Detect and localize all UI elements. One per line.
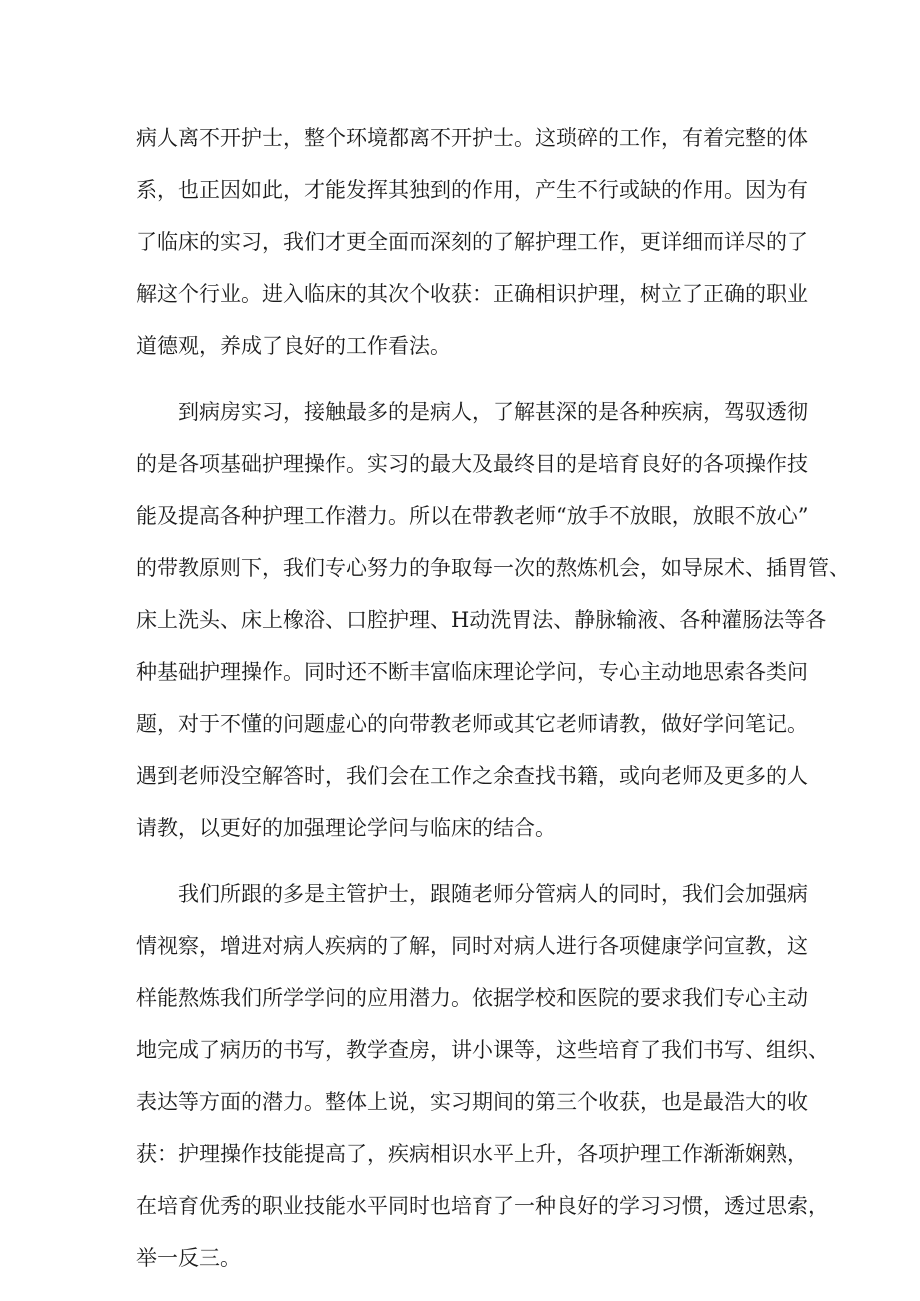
text-line: 了临床的实习，我们才更全面而深刻的了解护理工作，更详细而详尽的了 <box>136 230 808 254</box>
text-line: 情视察，增进对病人疾病的了解，同时对病人进行各项健康学问宣教，这 <box>136 934 808 958</box>
text-line: 床上洗头、床上橡浴、口腔护理、H动洗胃法、静脉输液、各种灌肠法等各 <box>136 608 827 632</box>
text-line: 获：护理操作技能提高了，疾病相识水平上升，各项护理工作渐渐娴熟， <box>136 1142 808 1166</box>
text-line: 题，对于不懂的问题虚心的向带教老师或其它老师请教，做好学问笔记。 <box>136 712 808 736</box>
text-line: 在培育优秀的职业技能水平同时也培育了一种良好的学习习惯，透过思索， <box>136 1194 829 1218</box>
text-line: 样能熬炼我们所学学问的应用潜力。依据学校和医院的要求我们专心主动 <box>136 986 808 1010</box>
text-line: 的带教原则下，我们专心努力的争取每一次的熬炼机会，如导尿术、插胃管、 <box>136 556 850 580</box>
text-line: 种基础护理操作。同时还不断丰富临床理论学问，专心主动地思索各类问 <box>136 660 808 684</box>
text-line: 地完成了病历的书写，教学查房，讲小课等，这些培育了我们书写、组织、 <box>136 1038 829 1062</box>
text-line: 能及提高各种护理工作潜力。所以在带教老师“放手不放眼，放眼不放心” <box>136 504 809 528</box>
text-line: 道德观，养成了良好的工作看法。 <box>136 334 451 358</box>
text-line: 到病房实习，接触最多的是病人，了解甚深的是各种疾病，驾驭透彻 <box>178 400 808 424</box>
text-line: 系，也正因如此，才能发挥其独到的作用，产生不行或缺的作用。因为有 <box>136 178 808 202</box>
paragraph-spacer <box>136 372 796 386</box>
text-line: 解这个行业。进入临床的其次个收获：正确相识护理，树立了正确的职业 <box>136 282 808 306</box>
text-line: 请教，以更好的加强理论学问与临床的结合。 <box>136 816 556 840</box>
paragraph-3 <box>136 868 829 1284</box>
paragraph-spacer <box>136 854 796 868</box>
text-line: 表达等方面的潜力。整体上说，实习期间的第三个收获，也是最浩大的收 <box>136 1090 808 1114</box>
text-line: 的是各项基础护理操作。实习的最大及最终目的是培育良好的各项操作技 <box>136 452 808 476</box>
text-line: 遇到老师没空解答时，我们会在工作之余查找书籍，或向老师及更多的人 <box>136 764 808 788</box>
paragraph-2 <box>136 386 850 854</box>
document-body <box>136 112 850 1284</box>
text-line: 我们所跟的多是主管护士，跟随老师分管病人的同时，我们会加强病 <box>178 882 808 906</box>
text-line: 举一反三。 <box>136 1246 241 1270</box>
text-line: 病人离不开护士，整个环境都离不开护士。这琐碎的工作，有着完整的体 <box>136 126 808 150</box>
paragraph-1 <box>136 112 808 372</box>
